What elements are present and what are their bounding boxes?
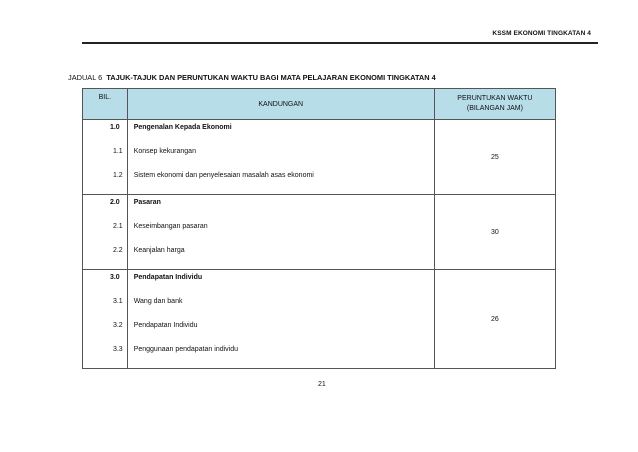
item-2-2-num: 2.2 bbox=[112, 247, 123, 254]
section-3-hours: 26 bbox=[434, 270, 555, 369]
section-2-hours: 30 bbox=[434, 195, 555, 270]
item-1-1-num: 1.1 bbox=[112, 148, 123, 155]
section-1-numbers bbox=[83, 120, 128, 195]
table-caption bbox=[68, 73, 436, 82]
caption-label: JADUAL 6 bbox=[68, 73, 103, 82]
header-peruntukan-line1: PERUNTUKAN WAKTU bbox=[457, 95, 533, 102]
section-2-num: 2.0 bbox=[109, 199, 120, 206]
item-2-2-text: Keanjalan harga bbox=[133, 247, 185, 254]
item-3-3-text: Penggunaan pendapatan individu bbox=[133, 346, 239, 353]
section-1-title: Pengenalan Kepada Ekonomi bbox=[133, 124, 232, 131]
item-2-1-text: Keseimbangan pasaran bbox=[133, 223, 208, 230]
section-row-1 bbox=[83, 120, 556, 195]
item-3-2-num: 3.2 bbox=[112, 322, 123, 329]
header-peruntukan-line2: (BILANGAN JAM) bbox=[466, 105, 523, 112]
section-2-title: Pasaran bbox=[133, 199, 161, 206]
header-peruntukan bbox=[434, 89, 555, 120]
section-2-content bbox=[127, 195, 434, 270]
section-3-title: Pendapatan Individu bbox=[133, 274, 203, 281]
content-table bbox=[82, 88, 556, 369]
section-2-numbers bbox=[83, 195, 128, 270]
section-1-hours: 25 bbox=[434, 120, 555, 195]
caption-title: TAJUK-TAJUK DAN PERUNTUKAN WAKTU BAGI MATA PELAJARAN EKONOMI TINGKATAN 4 bbox=[106, 73, 436, 82]
item-2-1-num: 2.1 bbox=[112, 223, 123, 230]
table-header-row bbox=[83, 89, 556, 120]
item-1-2-text: Sistem ekonomi dan penyelesaian masalah asas ekonomi bbox=[133, 172, 314, 179]
section-row-2 bbox=[83, 195, 556, 270]
item-3-1-text: Wang dan bank bbox=[133, 298, 183, 305]
page-number: 21 bbox=[318, 381, 326, 388]
section-3-content bbox=[127, 270, 434, 369]
section-3-num: 3.0 bbox=[109, 274, 120, 281]
item-1-1-text: Konsep kekurangan bbox=[133, 148, 196, 155]
section-3-numbers bbox=[83, 270, 128, 369]
header-rule bbox=[82, 42, 598, 44]
running-header: KSSM EKONOMI TINGKATAN 4 bbox=[492, 30, 591, 37]
section-row-3 bbox=[83, 270, 556, 369]
item-3-3-num: 3.3 bbox=[112, 346, 123, 353]
item-3-1-num: 3.1 bbox=[112, 298, 123, 305]
item-1-2-num: 1.2 bbox=[112, 172, 123, 179]
item-3-2-text: Pendapatan Individu bbox=[133, 322, 198, 329]
section-1-content bbox=[127, 120, 434, 195]
section-1-num: 1.0 bbox=[109, 124, 120, 131]
header-bil: BIL. bbox=[83, 89, 128, 120]
header-kandungan: KANDUNGAN bbox=[127, 89, 434, 120]
